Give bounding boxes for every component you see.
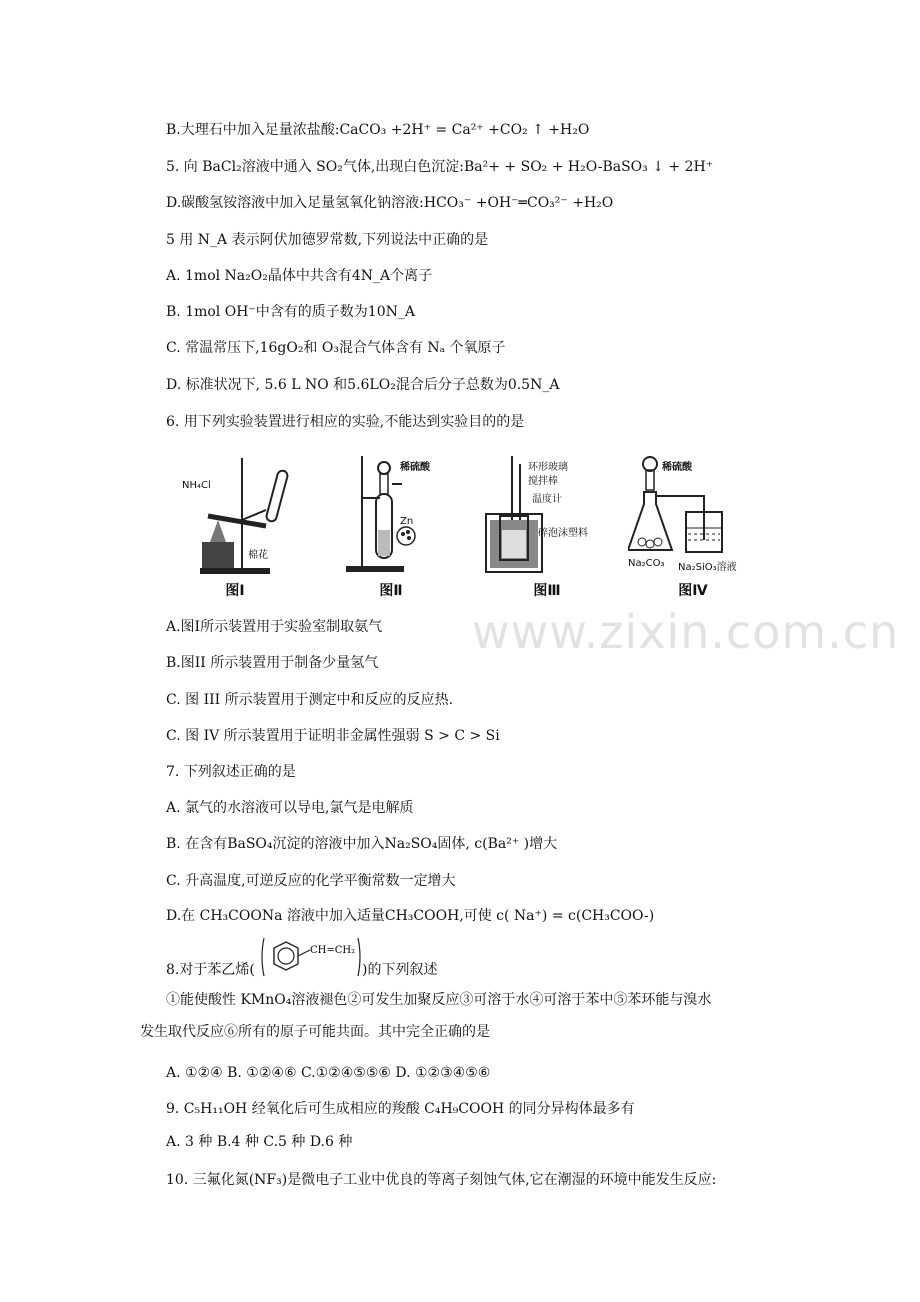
styrene-vinyl-label: CH=CH₂ bbox=[310, 945, 356, 956]
q5-option-a: A. 1mol Na₂O₂晶体中共含有4N_A个离子 bbox=[166, 268, 433, 284]
label-dilute-h2so4: 稀硫酸 bbox=[400, 462, 430, 473]
label-zn: Zn bbox=[400, 516, 414, 527]
label-nh4cl: NH₄Cl bbox=[182, 480, 211, 491]
question-10-title: 10. 三氟化氮(NF₃)是微电子工业中优良的等离子刻蚀气体,它在潮湿的环境中能发生反应: bbox=[166, 1172, 717, 1188]
question-8-suffix: )的下列叙述 bbox=[362, 962, 438, 978]
label-cotton: 棉花 bbox=[248, 550, 268, 561]
figure-3-caption: 图Ⅲ bbox=[533, 583, 561, 599]
apparatus-figures bbox=[166, 450, 766, 600]
label-na2co3: Na₂CO₃ bbox=[628, 558, 665, 569]
question-6-title: 6. 用下列实验装置进行相应的实验,不能达到实验目的的是 bbox=[166, 414, 525, 430]
question-7-title: 7. 下列叙述正确的是 bbox=[166, 764, 296, 780]
q5-option-d: D. 标准状况下, 5.6 L NO 和5.6LO₂混合后分子总数为0.5N_A bbox=[166, 377, 560, 393]
figure-4-caption: 图Ⅳ bbox=[678, 583, 708, 599]
q6-option-b: B.图II 所示装置用于制备少量氢气 bbox=[166, 655, 379, 671]
label-foam: 碎泡沫塑料 bbox=[538, 528, 588, 539]
option-b-caco3: B.大理石中加入足量浓盐酸:CaCO₃ +2H⁺ = Ca²⁺ +CO₂ ↑ +H₂O bbox=[166, 122, 590, 138]
figure-1-drawing bbox=[180, 450, 290, 580]
option-d-nh4hco3: D.碳酸氢铵溶液中加入足量氢氧化钠溶液:HCO₃⁻ +OH⁻═CO₃²⁻ +H₂O bbox=[166, 195, 614, 211]
label-na2sio3: Na₂SiO₃溶液 bbox=[678, 562, 737, 573]
question-9-title: 9. C₅H₁₁OH 经氧化后可生成相应的羧酸 C₄H₉COOH 的同分异构体最多有 bbox=[166, 1101, 635, 1117]
question-5-title: 5 用 N_A 表示阿伏加德罗常数,下列说法中正确的是 bbox=[166, 232, 489, 248]
figure-4 bbox=[628, 450, 758, 600]
q9-options: A. 3 种 B.4 种 C.5 种 D.6 种 bbox=[166, 1134, 353, 1150]
watermark: www.zixin.com.cn bbox=[472, 605, 900, 659]
q7-option-d: D.在 CH₃COONa 溶液中加入适量CH₃COOH,可使 c( Na⁺) = c(CH₃COO-) bbox=[166, 908, 655, 924]
q6-option-c: C. 图 III 所示装置用于测定中和反应的反应热. bbox=[166, 692, 454, 708]
question-8-prefix: 8.对于苯乙烯( bbox=[166, 962, 255, 978]
figure-2-caption: 图Ⅱ bbox=[379, 583, 403, 599]
figure-3 bbox=[482, 450, 612, 600]
item-5-bacl2: 5. 向 BaCl₂溶液中通入 SO₂气体,出现白色沉淀:Ba²+ + SO₂ + H₂O-BaSO₃ ↓ + 2H⁺ bbox=[166, 159, 714, 175]
figure-1 bbox=[180, 450, 290, 600]
label-glass-ring: 环形玻璃 bbox=[528, 462, 568, 473]
q8-statements: ①能使酸性 KMnO₄溶液褪色②可发生加聚反应③可溶于水④可溶于苯中⑤苯环能与溴水 bbox=[166, 992, 712, 1008]
label-dilute-h2so4-4: 稀硫酸 bbox=[662, 462, 692, 473]
figure-1-caption: 图Ⅰ bbox=[225, 583, 245, 599]
q5-option-c: C. 常温常压下,16gO₂和 O₃混合气体含有 Nₐ 个氧原子 bbox=[166, 340, 506, 356]
q8-statements-cont: 发生取代反应⑥所有的原子可能共面。其中完全正确的是 bbox=[140, 1024, 490, 1040]
q7-option-a: A. 氯气的水溶液可以导电,氯气是电解质 bbox=[166, 800, 414, 816]
q7-option-b: B. 在含有BaSO₄沉淀的溶液中加入Na₂SO₄固体, c(Ba²⁺ )增大 bbox=[166, 836, 558, 852]
q8-options: A. ①②④ B. ①②④⑥ C.①②④⑤⑤⑥ D. ①②③④⑤⑥ bbox=[166, 1065, 491, 1081]
q6-option-c2: C. 图 IV 所示装置用于证明非金属性强弱 S > C > Si bbox=[166, 728, 500, 744]
q7-option-c: C. 升高温度,可逆反应的化学平衡常数一定增大 bbox=[166, 873, 456, 889]
styrene-structure bbox=[260, 936, 362, 978]
label-thermometer: 温度计 bbox=[532, 494, 562, 505]
q6-option-a: A.图Ⅰ所示装置用于实验室制取氨气 bbox=[166, 619, 383, 635]
q5-option-b: B. 1mol OH⁻中含有的质子数为10N_A bbox=[166, 304, 415, 320]
label-stir-rod: 搅拌棒 bbox=[528, 476, 558, 487]
figure-2 bbox=[336, 450, 446, 600]
